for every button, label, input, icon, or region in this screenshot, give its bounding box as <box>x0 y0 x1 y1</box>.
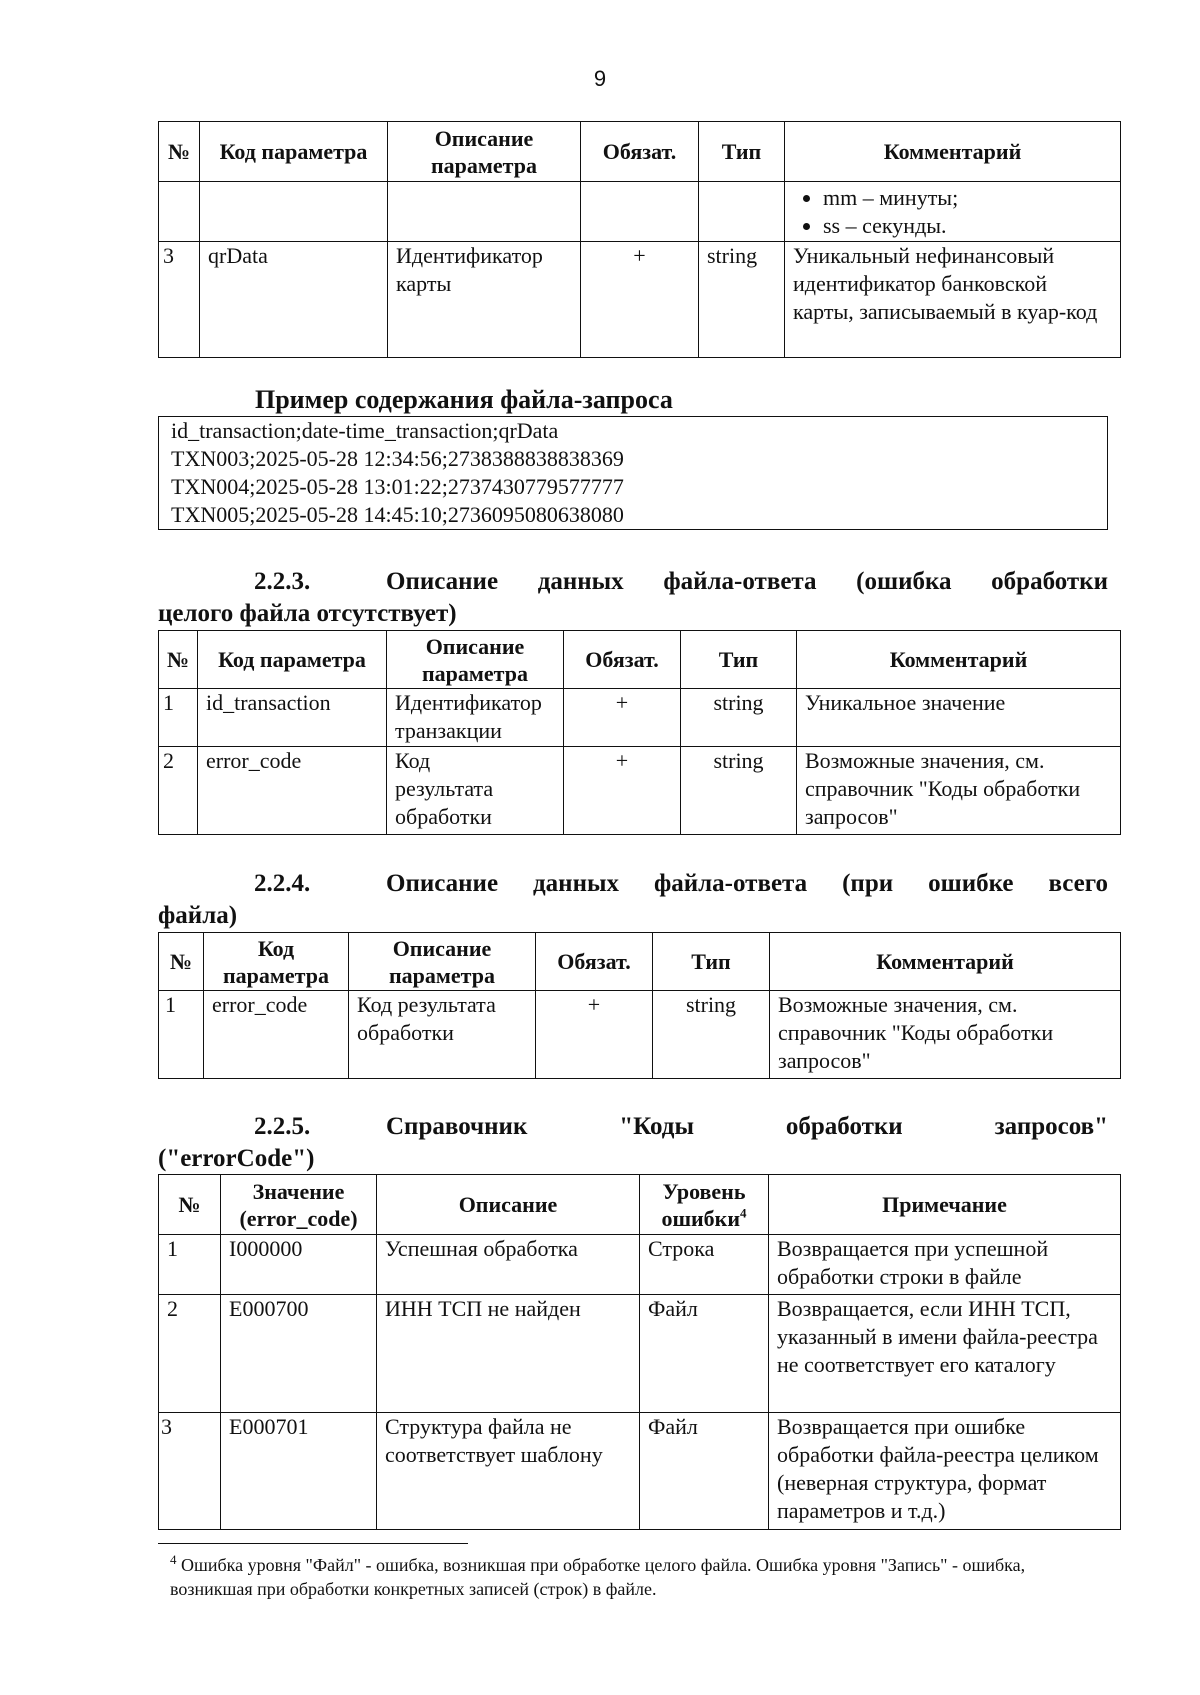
header-description: Описание параметра <box>349 933 536 991</box>
header-description: Описание параметра <box>388 122 581 182</box>
header-note: Примечание <box>769 1175 1121 1235</box>
header-code: Код параметра <box>198 631 387 689</box>
footnote-mark: 4 <box>740 1205 747 1221</box>
header-type: Тип <box>653 933 770 991</box>
footnote-mark: 4 <box>170 1552 177 1567</box>
section-number: 2.2.5. <box>254 1113 311 1140</box>
table-row: 2 error_code Код результата обработки + string Возможные значения, см. справочник "Коды обработки запросов" <box>159 747 1121 835</box>
header-type: Тип <box>681 631 797 689</box>
header-number: № <box>159 122 200 182</box>
code-line: TXN005;2025-05-28 14:45:10;2736095080638080 <box>171 502 624 527</box>
footnote-text: Ошибка уровня "Файл" - ошибка, возникшая при обработке целого файла. Ошибка уровня "Запись" - ошибка, возникшая при обработки конкретных записей (строк) в файле. <box>170 1555 1026 1599</box>
parameters-table-continued <box>158 121 1121 358</box>
header-number: № <box>159 631 198 689</box>
example-title: Пример содержания файла-запроса <box>255 385 673 414</box>
header-comment: Комментарий <box>770 933 1121 991</box>
section-title-line1: Описание данных файла-ответа (при ошибке всего <box>386 870 1108 897</box>
header-code: Код параметра <box>204 933 349 991</box>
header-required: Обязат. <box>564 631 681 689</box>
response-table-2-2-4 <box>158 932 1121 1079</box>
header-comment: Комментарий <box>797 631 1121 689</box>
section-title-line2: ("errorCode") <box>158 1145 315 1172</box>
section-title-line1: Описание данных файла-ответа (ошибка обработки <box>386 568 1108 595</box>
table-row <box>159 182 1121 242</box>
list-item: • mm – минуты; <box>823 184 1112 212</box>
code-line: id_transaction;date-time_transaction;qrData <box>171 418 559 443</box>
table-row: 1 error_code Код результата обработки + string Возможные значения, см. справочник "Коды обработки запросов" <box>159 991 1121 1079</box>
footnote <box>170 1553 1100 1601</box>
page-number: 9 <box>593 66 607 91</box>
header-code: Код параметра <box>200 122 388 182</box>
header-type: Тип <box>699 122 785 182</box>
table-row: 1 I000000 Успешная обработка Строка Возвращается при успешной обработки строки в файле <box>159 1235 1121 1295</box>
header-error-level: Уровень ошибки$^4$ <box>640 1175 769 1235</box>
comment-cell <box>785 182 1121 242</box>
code-line: TXN003;2025-05-28 12:34:56;2738388838838369 <box>171 446 624 471</box>
table-row: 3 qrData Идентификатор карты + string Уникальный нефинансовый идентификатор банковской карты, записываемый в куар-код <box>159 242 1121 358</box>
header-required: Обязат. <box>581 122 699 182</box>
bullet-list <box>793 184 1112 240</box>
response-table-2-2-3 <box>158 630 1121 835</box>
section-title-line2: файла) <box>158 902 238 929</box>
footnote-divider <box>158 1543 468 1544</box>
example-code-box <box>158 416 1108 530</box>
header-comment: Комментарий <box>785 122 1121 182</box>
list-item: • ss – секунды. <box>823 212 1112 240</box>
section-number: 2.2.3. <box>254 568 311 595</box>
section-heading-2-2-3 <box>158 566 1108 630</box>
section-heading-2-2-5 <box>158 1111 1108 1175</box>
table-row: 1 id_transaction Идентификатор транзакции + string Уникальное значение <box>159 689 1121 747</box>
header-number: № <box>159 1175 221 1235</box>
section-title-line2: целого файла отсутствует) <box>158 600 457 627</box>
error-codes-table <box>158 1174 1121 1530</box>
table-row: 3 E000701 Структура файла не соответствует шаблону Файл Возвращается при ошибке обработки файла-реестра целиком (неверная структура, формат параметров и т.д.) <box>159 1413 1121 1530</box>
code-line: TXN004;2025-05-28 13:01:22;2737430779577777 <box>171 474 624 499</box>
section-number: 2.2.4. <box>254 870 311 897</box>
header-description: Описание параметра <box>387 631 564 689</box>
header-number: № <box>159 933 204 991</box>
header-description: Описание <box>377 1175 640 1235</box>
table-row: 2 E000700 ИНН ТСП не найден Файл Возвращается, если ИНН ТСП, указанный в имени файла-реестра не соответствует его каталогу <box>159 1295 1121 1413</box>
section-title-line1: Справочник "Коды обработки запросов" <box>386 1113 1108 1140</box>
header-value: Значение (error_code) <box>221 1175 377 1235</box>
section-heading-2-2-4 <box>158 868 1108 932</box>
header-required: Обязат. <box>536 933 653 991</box>
